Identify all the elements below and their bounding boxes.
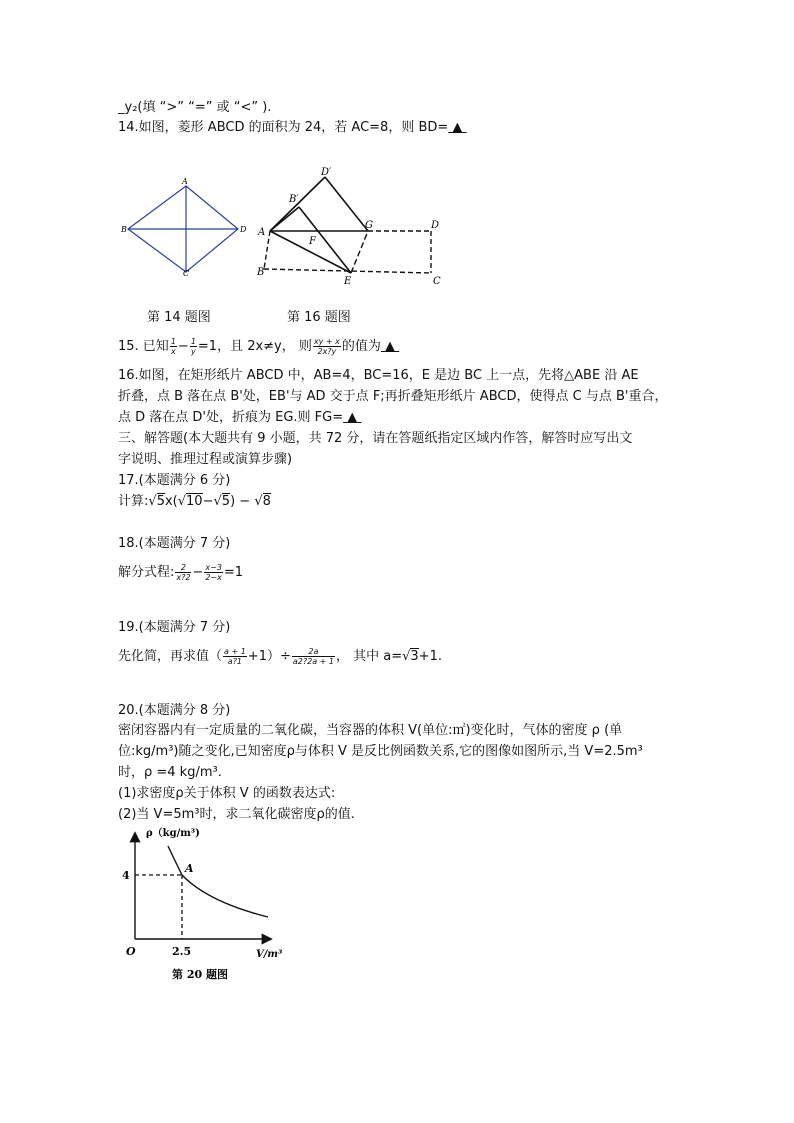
fig20-graph xyxy=(118,822,288,988)
label-c: C xyxy=(433,276,441,287)
x-tick-2-5: 2.5 xyxy=(172,945,192,958)
q20-part-2: (2)当 V=5m³时，求二氧化碳密度ρ的值. xyxy=(118,807,355,822)
q20-part-1: (1)求密度ρ关于体积 V 的函数表达式: xyxy=(118,786,336,801)
q14-blank: ▲ xyxy=(452,120,463,135)
q15-fraction-1: $\frac{1}{x}$ xyxy=(170,337,176,356)
q16-blank: ▲ xyxy=(347,410,358,425)
label-f: F xyxy=(309,236,316,247)
q19-fraction-2: $\frac{2a}{a2?2a + 1}$ xyxy=(292,647,334,666)
q19-expression: 先化简，再求值（ $\frac{a + 1}{a?1}$ +1）÷ $\frac{2a}{a2?2a + 1}$ ， 其中 a=√3+1. xyxy=(118,647,442,666)
fig20-caption: 第 20 题图 xyxy=(172,968,228,981)
q16-line-1: 16.如图，在矩形纸片 ABCD 中，AB=4，BC=16，E 是边 BC 上一点，先将△ABE 沿 AE xyxy=(118,368,639,383)
label-d: D xyxy=(431,220,440,231)
y-tick-4: 4 xyxy=(122,869,130,882)
fold-eg-dashed xyxy=(351,231,368,273)
q15-text: 15. 已知 $\frac{1}{x}$ − $\frac{1}{y}$ =1，且 2x≠y， 则 $\frac{xy + x}{2x?y}$ 的值为 ▲ xyxy=(118,336,399,358)
q16-line-2: 折叠，点 B 落在点 B'处，EB'与 AD 交于点 F;再折叠矩形纸片 ABCD，使得点 C 与点 B'重合， xyxy=(118,389,668,404)
q14-text xyxy=(118,120,467,136)
label-d: D xyxy=(240,225,247,234)
q19-header: 19.(本题满分 7 分) xyxy=(118,620,231,635)
q16-line-3: 点 D 落在点 D'处，折痕为 EG.则 FG= ▲ xyxy=(118,410,361,426)
q13-tail: _y₂(填 “>” “=” 或 “<” ). xyxy=(118,100,272,115)
q20-line-1: 密闭容器内有一定质量的二氧化碳，当容器的体积 V(单位:㎡)变化时，气体的密度 ρ (单 xyxy=(118,723,623,738)
inverse-curve xyxy=(168,846,268,917)
q15-blank: ▲ xyxy=(385,339,396,354)
q15-fraction-3: $\frac{xy + x}{2x?y}$ xyxy=(313,337,340,356)
x-axis-label: V/m³ xyxy=(256,949,283,960)
q20-line-2: 位:kg/m³)随之变化,已知密度ρ与体积 V 是反比例函数关系,它的图像如图所示,当 V=2.5m³ xyxy=(118,744,643,759)
label-b-prime: B′ xyxy=(289,194,299,205)
point-a-label: A xyxy=(185,862,194,875)
label-b: B xyxy=(121,225,127,234)
q18-fraction-2: $\frac{x-3}{2-x}$ xyxy=(205,563,222,582)
q14-stem: 14.如图，菱形 ABCD 的面积为 24，若 AC=8，则 BD= xyxy=(118,120,449,135)
origin-label: O xyxy=(126,945,136,958)
label-g: G xyxy=(365,220,373,231)
q18-equation: 解分式程: $\frac{2}{x?2}$ − $\frac{x-3}{2-x}$ =1 xyxy=(118,563,244,582)
y-axis-label: ρ（kg/m³) xyxy=(146,828,200,839)
segment-d-prime-g xyxy=(325,177,368,231)
fig16-caption: 第 16 题图 xyxy=(287,310,351,325)
fig16-folded-rectangle xyxy=(255,162,455,290)
segment-b-prime-e xyxy=(299,207,351,273)
q18-header: 18.(本题满分 7 分) xyxy=(118,536,231,551)
fig14-rhombus xyxy=(118,176,258,276)
q19-fraction-1: $\frac{a + 1}{a?1}$ xyxy=(224,647,246,666)
q20-header: 20.(本题满分 8 分) xyxy=(118,703,231,718)
fig14-caption: 第 14 题图 xyxy=(147,310,211,325)
q20-line-3: 时，ρ =4 kg/m³. xyxy=(118,765,222,780)
q18-fraction-1: $\frac{2}{x?2}$ xyxy=(176,563,191,582)
q17-expression: 计算:√5x(√10−√5) − √8 xyxy=(118,494,271,509)
label-b: B xyxy=(257,267,265,278)
label-c: C xyxy=(183,269,190,276)
q15-fraction-2: $\frac{1}{y}$ xyxy=(190,337,196,356)
section3-line-1: 三、解答题(本大题共有 9 小题，共 72 分，请在答题纸指定区域内作答，解答时应写出文 xyxy=(118,431,633,446)
label-a: A xyxy=(182,177,188,186)
section3-line-2: 字说明、推理过程或演算步骤) xyxy=(118,452,293,467)
label-e: E xyxy=(344,276,352,287)
label-d-prime: D′ xyxy=(321,167,332,178)
q17-header: 17.(本题满分 6 分) xyxy=(118,473,231,488)
label-a: A xyxy=(258,227,266,238)
